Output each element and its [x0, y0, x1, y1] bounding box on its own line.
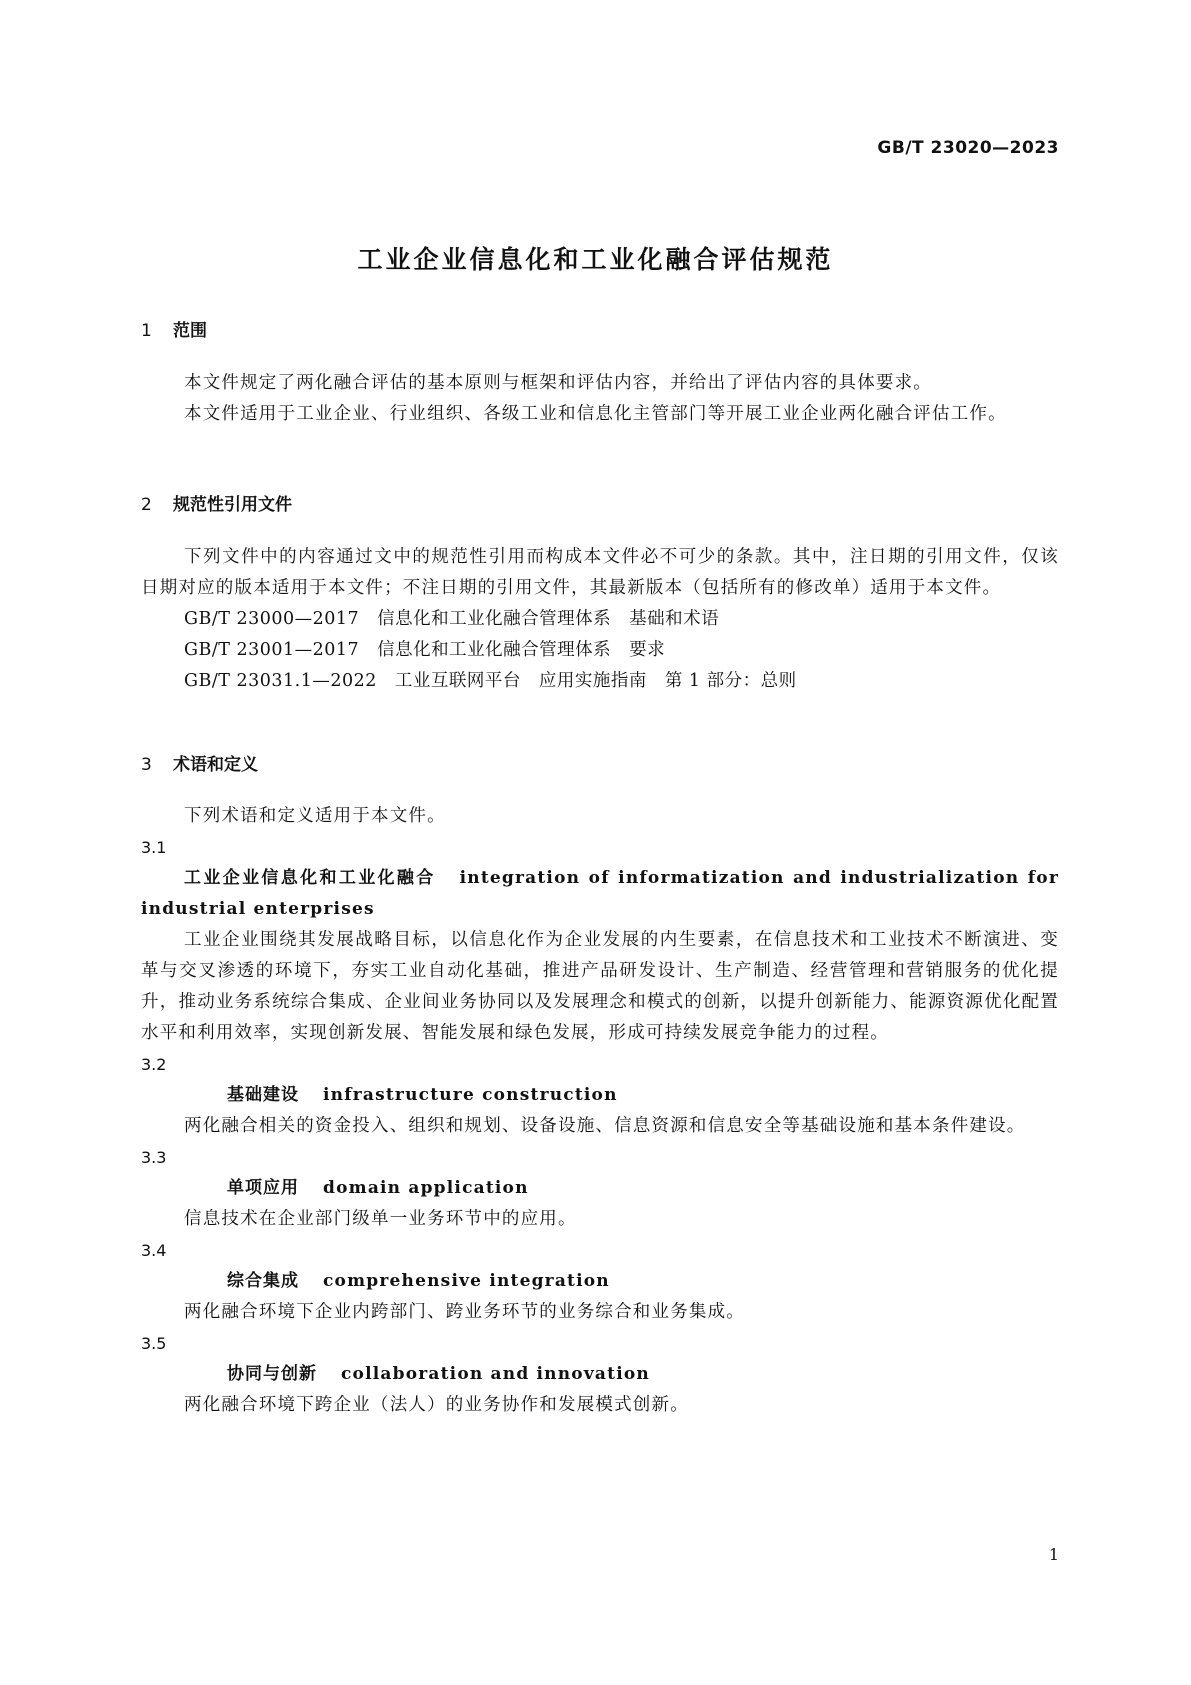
section-3-body [141, 801, 1059, 1421]
term-en: comprehensive integration [323, 1271, 610, 1291]
term-zh: 工业企业信息化和工业化融合 [184, 868, 436, 888]
section-number: 1 [141, 321, 152, 341]
paragraph: 下列文件中的内容通过文中的规范性引用而构成本文件必不可少的条款。其中，注日期的引用文件，仅该日期对应的版本适用于本文件；不注日期的引用文件，其最新版本（包括所有的修改单）适用于本文件。 [141, 547, 1059, 598]
section-1-body [141, 368, 1059, 430]
term-en: collaboration and innovation [341, 1364, 650, 1384]
section-2-body [141, 542, 1059, 697]
term-definition: 两化融合相关的资金投入、组织和规划、设备设施、信息资源和信息安全等基础设施和基本条件建设。 [184, 1116, 1026, 1136]
paragraph: 本文件适用于工业企业、行业组织、各级工业和信息化主管部门等开展工业企业两化融合评估工作。 [184, 404, 1007, 424]
term-definition: 两化融合环境下企业内跨部门、跨业务环节的业务综合和业务集成。 [184, 1302, 745, 1322]
section-number: 3 [141, 755, 152, 775]
paragraph: 下列术语和定义适用于本文件。 [184, 806, 446, 826]
section-1-heading [141, 316, 207, 341]
term-number: 3.2 [141, 1055, 167, 1074]
reference-item: GB/T 23000—2017 信息化和工业化融合管理体系 基础和术语 [184, 609, 720, 629]
section-2-heading [141, 490, 292, 515]
term-zh: 基础建设 [227, 1085, 299, 1105]
term-en: integration of informatization and industrialization for industrial enterprises [141, 868, 1059, 919]
term-zh: 协同与创新 [227, 1364, 317, 1384]
page-number: 1 [1048, 1545, 1059, 1564]
term-number: 3.1 [141, 838, 167, 857]
section-title: 范围 [173, 321, 207, 341]
term-heading [141, 1266, 1059, 1297]
term-definition: 工业企业围绕其发展战略目标，以信息化作为企业发展的内生要素，在信息技术和工业技术不断演进、变革与交叉渗透的环境下，夯实工业自动化基础，推进产品研发设计、生产制造、经营管理和营销服务的优化提升，推动业务系统综合集成、企业间业务协同以及发展理念和模式的创新，以提升创新能力、能源资源优化配置水平和利用效率，实现创新发展、智能发展和绿色发展，形成可持续发展竞争能力的过程。 [141, 930, 1059, 1043]
reference-item: GB/T 23001—2017 信息化和工业化融合管理体系 要求 [184, 640, 666, 660]
term-heading [141, 1173, 1059, 1204]
term-zh: 综合集成 [227, 1271, 299, 1291]
term-definition: 信息技术在企业部门级单一业务环节中的应用。 [184, 1209, 577, 1229]
term-zh: 单项应用 [227, 1178, 299, 1198]
term-number: 3.5 [141, 1334, 167, 1353]
term-heading [141, 1080, 1059, 1111]
standard-code: GB/T 23020—2023 [877, 138, 1059, 158]
reference-item: GB/T 23031.1—2022 工业互联网平台 应用实施指南 第 1 部分：总则 [184, 671, 797, 691]
section-3-heading [141, 750, 258, 775]
term-heading [141, 863, 1059, 925]
term-definition: 两化融合环境下跨企业（法人）的业务协作和发展模式创新。 [184, 1395, 689, 1415]
section-title: 术语和定义 [173, 755, 258, 775]
document-title: 工业企业信息化和工业化融合评估规范 [357, 245, 834, 274]
section-number: 2 [141, 495, 152, 515]
term-number: 3.4 [141, 1241, 167, 1260]
section-title: 规范性引用文件 [173, 495, 292, 515]
term-heading [141, 1359, 1059, 1390]
term-en: infrastructure construction [323, 1085, 618, 1105]
term-number: 3.3 [141, 1148, 167, 1167]
paragraph: 本文件规定了两化融合评估的基本原则与框架和评估内容，并给出了评估内容的具体要求。 [184, 373, 932, 393]
term-en: domain application [323, 1178, 529, 1198]
